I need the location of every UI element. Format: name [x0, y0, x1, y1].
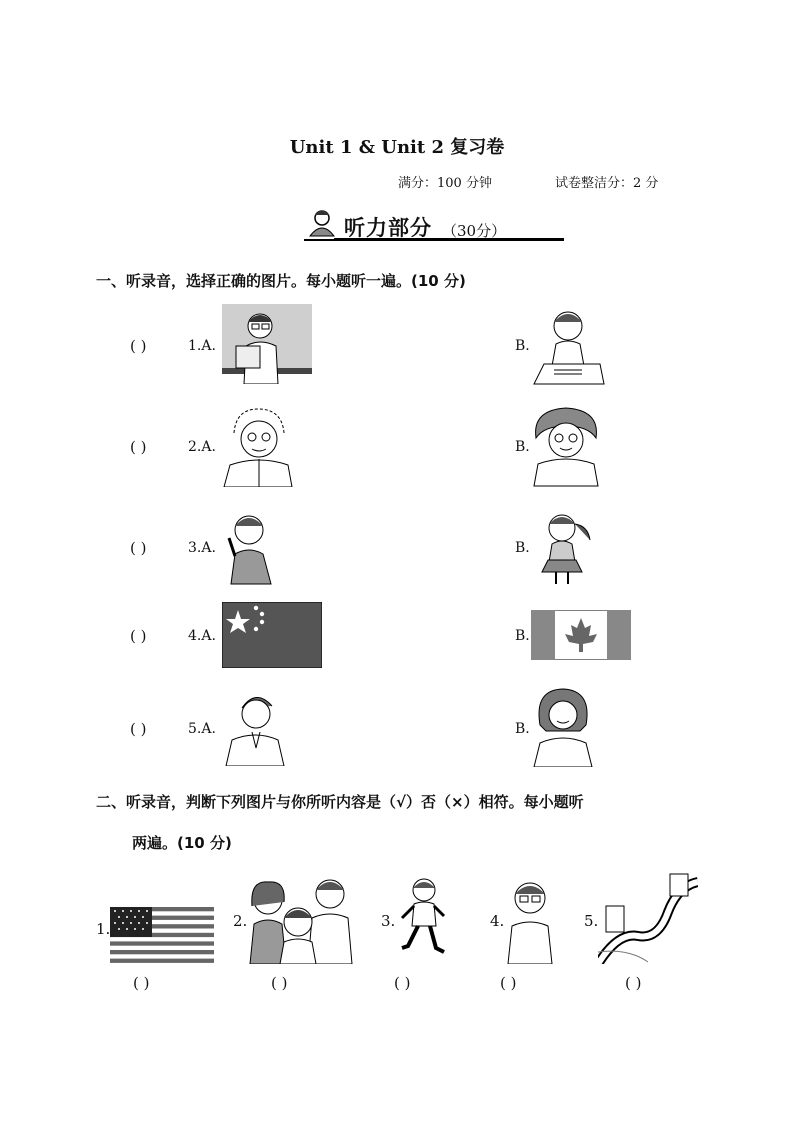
- boy-writing-icon: [530, 300, 606, 386]
- item-number: 5.: [584, 912, 599, 930]
- china-flag-icon: [222, 602, 322, 668]
- answer-blank[interactable]: ( ): [130, 539, 147, 557]
- answer-blank[interactable]: ( ): [130, 627, 147, 645]
- answer-blank[interactable]: ( ): [133, 974, 150, 992]
- option-a-label: 4.A.: [188, 628, 216, 644]
- running-boy-icon: [398, 876, 448, 964]
- option-b-label: B.: [515, 338, 530, 354]
- family-icon: [246, 872, 354, 964]
- item-number: 3.: [381, 912, 396, 930]
- full-score: 满分：100 分钟: [398, 176, 492, 191]
- item-number: 1.: [96, 920, 111, 938]
- great-wall-icon: [598, 872, 698, 964]
- part2-instruction-line2: 两遍。(10 分): [132, 834, 232, 852]
- option-a-label: 3.A.: [188, 540, 216, 556]
- item-number: 2.: [233, 912, 248, 930]
- canada-flag-icon: [531, 610, 631, 660]
- answer-blank[interactable]: ( ): [500, 974, 517, 992]
- woman-icon: [530, 685, 596, 767]
- option-b-label: B.: [515, 540, 530, 556]
- grandfather-icon: [222, 405, 294, 487]
- answer-blank[interactable]: ( ): [271, 974, 288, 992]
- man-glasses-icon: [504, 874, 556, 964]
- part2-instruction-line1: 二、听录音，判断下列图片与你所听内容是（√）否（×）相符。每小题听: [96, 793, 584, 811]
- section-title: 听力部分: [344, 216, 432, 240]
- answer-blank[interactable]: ( ): [625, 974, 642, 992]
- grandmother-icon: [528, 404, 604, 488]
- option-b-label: B.: [515, 721, 530, 737]
- option-a-label: 1.A.: [188, 338, 216, 354]
- option-a-label: 2.A.: [188, 439, 216, 455]
- neatness-score: 试卷整洁分：2 分: [555, 176, 659, 191]
- item-number: 4.: [490, 912, 505, 930]
- man-icon: [222, 688, 292, 766]
- page-title: Unit 1 & Unit 2 复习卷: [289, 137, 505, 158]
- option-b-label: B.: [515, 439, 530, 455]
- part1-instruction: 一、听录音，选择正确的图片。每小题听一遍。(10 分): [96, 272, 466, 290]
- usa-flag-icon: [110, 907, 214, 963]
- answer-blank[interactable]: ( ): [130, 337, 147, 355]
- answer-blank[interactable]: ( ): [394, 974, 411, 992]
- option-b-label: B.: [515, 628, 530, 644]
- boy-mascot-icon: [302, 206, 342, 242]
- section-header: [310, 208, 560, 244]
- teacher-reading-icon: [222, 304, 312, 384]
- section-score: （30分）: [442, 222, 507, 240]
- answer-blank[interactable]: ( ): [130, 720, 147, 738]
- option-a-label: 5.A.: [188, 721, 216, 737]
- answer-blank[interactable]: ( ): [130, 438, 147, 456]
- boy-icon: [225, 508, 277, 586]
- girl-icon: [530, 506, 594, 586]
